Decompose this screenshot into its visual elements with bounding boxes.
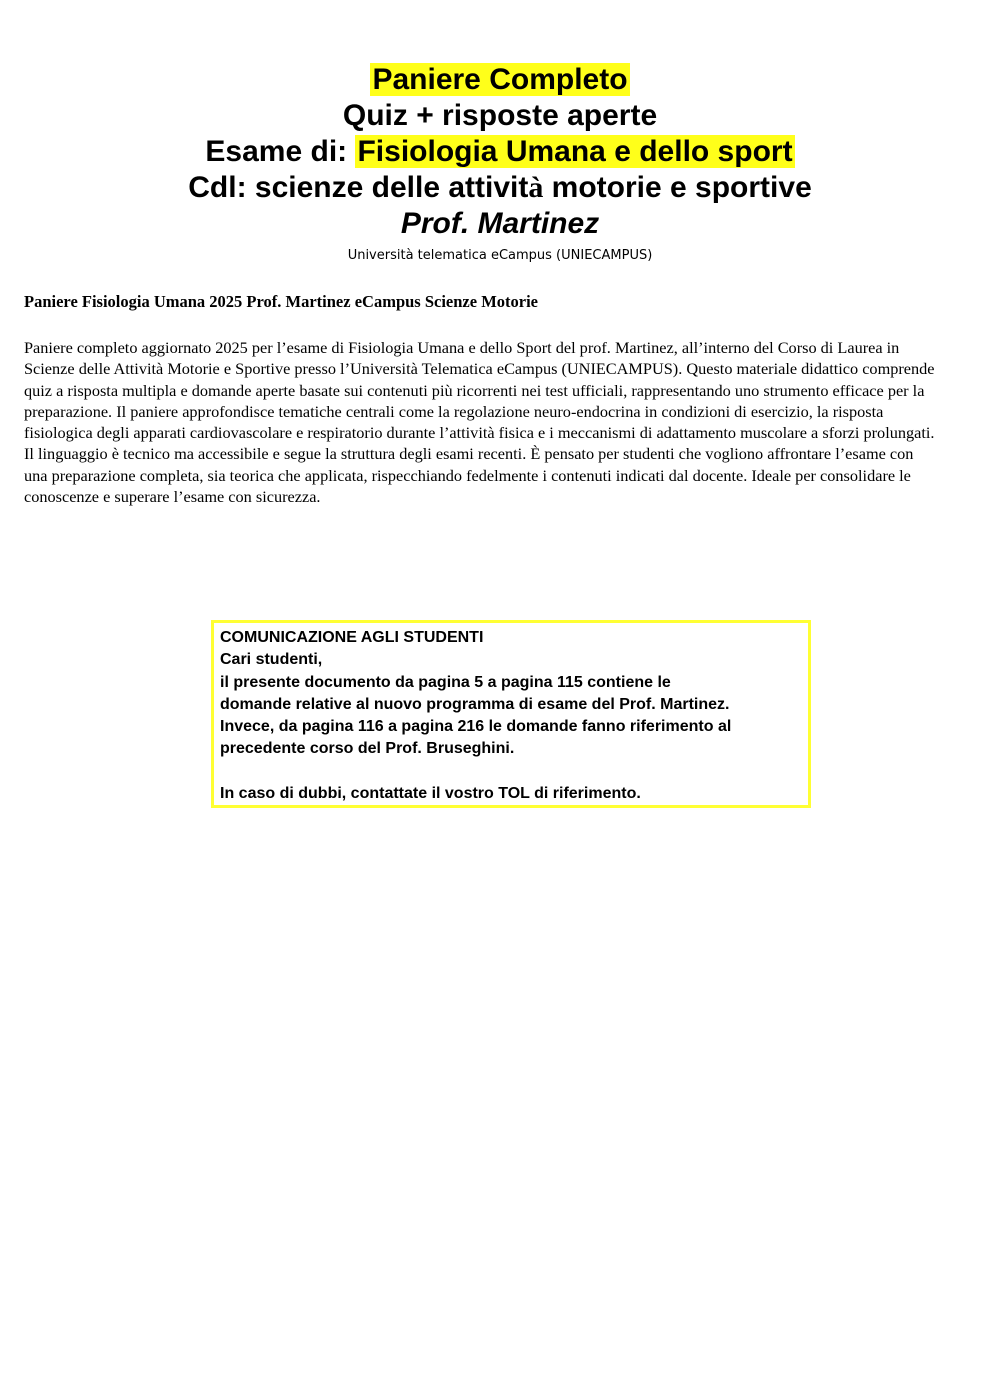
notice-closing: In caso di dubbi, contattate il vostro TOL di riferimento. bbox=[220, 784, 641, 802]
cdl-pre: Cdl: scienze delle attivit bbox=[188, 171, 529, 204]
notice-line: precedente corso del Prof. Bruseghini. bbox=[220, 740, 515, 758]
notice-line: COMUNICAZIONE AGLI STUDENTI bbox=[220, 629, 484, 646]
notice-line: Cari studenti, bbox=[220, 651, 323, 669]
exam-line bbox=[0, 134, 1000, 170]
notice-line: domande relative al nuovo programma di esame del Prof. Martinez. bbox=[220, 695, 730, 713]
exam-prefix: Esame di: bbox=[205, 135, 356, 168]
title-block bbox=[0, 62, 1000, 266]
cdl-line bbox=[0, 170, 1000, 206]
title-line-1 bbox=[0, 62, 1000, 98]
exam-name: Fisiologia Umana e dello sport bbox=[357, 135, 793, 168]
document-paragraph: Paniere completo aggiornato 2025 per l’esame di Fisiologia Umana e dello Sport del prof. Martinez, all’interno del Corso di Laurea in Scienze delle Attività Motorie e Sportive presso l’Università Telematica eCampus (UNIECAMPUS). Questo materiale didattico comprende quiz a risposta multipla e domande aperte basate sui contenuti più ricorrenti nei test ufficiali, rappresentando uno strumento efficace per la preparazione. Il paniere approfondisce tematiche centrali come la regolazione neuro-endocrina in condizioni di esercizio, la risposta fisiologica degli apparati cardiovascolare e respiratorio durante l’attività fisica e i meccanismi di adattamento muscolare a sforzi prolungati. Il linguaggio è tecnico ma accessibile e segue la struttura degli esami recenti. È pensato per studenti che vogliono affrontare l’esame con una preparazione completa, sia teorica che applicata, rispecchiando fedelmente i contenuti indicati dal docente. Ideale per consolidare le conoscenze e superare l’esame con sicurezza. bbox=[24, 338, 935, 507]
title-highlight: Paniere Completo bbox=[372, 63, 628, 96]
notice-box bbox=[211, 620, 811, 808]
document-heading: Paniere Fisiologia Umana 2025 Prof. Martinez eCampus Scienze Motorie bbox=[24, 292, 538, 311]
notice-spacer bbox=[220, 761, 802, 783]
notice-line: il presente documento da pagina 5 a pagina 115 contiene le bbox=[220, 673, 671, 691]
university: Università telematica eCampus (UNIECAMPUS) bbox=[347, 248, 653, 263]
subtitle: Quiz + risposte aperte bbox=[342, 99, 658, 132]
notice-line: Invece, da pagina 116 a pagina 216 le domande fanno riferimento al bbox=[220, 718, 732, 736]
cdl-post: motorie e sportive bbox=[543, 171, 812, 204]
professor: Prof. Martinez bbox=[400, 207, 600, 240]
cdl-accent: à bbox=[528, 171, 544, 204]
